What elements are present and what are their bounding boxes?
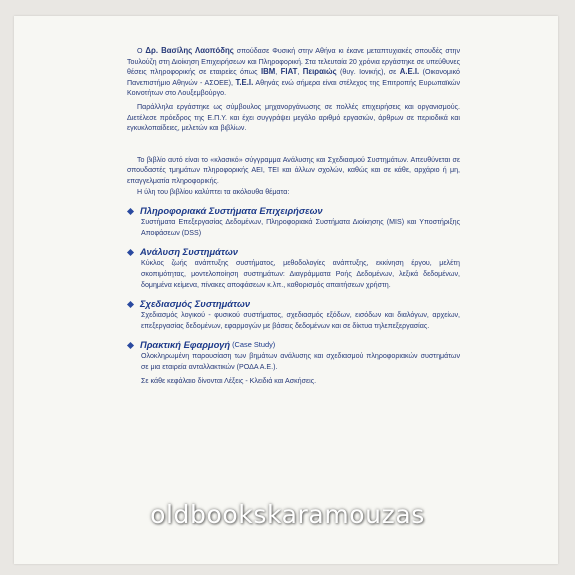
- bio-text: (θυγ. Ιονικής), σε: [336, 68, 400, 77]
- diamond-bullet-icon: [127, 249, 134, 256]
- topic-heading: [127, 298, 460, 310]
- author-name: Δρ. Βασίλης Λαοπόδης: [145, 46, 234, 55]
- diamond-bullet-icon: [127, 301, 134, 308]
- bio-text: σπούδασε Φυσική στην Αθήνα κι έκανε μεταπτυχιακές σπουδές στην Τουλούζη στη Διοίκηση Επιχειρήσεων και Πληροφορική. Στα τελευταία 20 χρόνια εργάστηκε σε υπεύθυνες θέσεις πληροφορικής σε εταιρείες όπως: [127, 47, 460, 77]
- topic-title: Σχεδιασμός Συστημάτων: [140, 298, 251, 310]
- topic-title: Ανάλυση Συστημάτων: [140, 246, 238, 258]
- topic-title: Πληροφοριακά Συστήματα Επιχειρήσεων: [140, 205, 323, 217]
- back-cover-text: [127, 46, 460, 387]
- topic-title: Πρακτική Εφαρμογή: [140, 339, 231, 351]
- topic-description: Ολοκληρωμένη παρουσίαση των βημάτων ανάλυσης και σχεδιασμού πληροφοριακών συστημάτων σε μια εταιρεία ανταλλακτικών (ΡΟΔΑ Α.Ε.).: [141, 352, 460, 371]
- author-bio-continued: Παράλληλα εργάστηκε ως σύμβουλος μηχανοργάνωσης σε πολλές επιχειρήσεις και οργανισμούς. Διετέλεσε πρόεδρος της Ε.Π.Υ. και έχει συγγράψει μεγάλο αριθμό εργασιών, άρθρων σε περιοδικά και εγκυκλοπαίδειες, μελετών και βιβλίων.: [127, 102, 460, 133]
- topic-section: [127, 205, 460, 238]
- topic-section: [127, 339, 460, 372]
- topic-note: (Case Study): [232, 340, 276, 350]
- book-intro: Το βιβλίο αυτό είναι το «κλασικό» σύγγραμμα Ανάλυσης και Σχεδιασμού Συστημάτων. Απευθύνεται σε σπουδαστές τμημάτων πληροφορικής ΑΕΙ, ΤΕΙ και άλλων σχολών, καθώς και σε κάθε, αρχάριο ή μη, επαγγελματία πληροφορικής.: [127, 155, 460, 185]
- bio-text: ,: [297, 68, 303, 77]
- topics-intro: Η ύλη του βιβλίου καλύπτει τα ακόλουθα θέματα:: [137, 187, 290, 196]
- topic-heading: [127, 339, 460, 351]
- topic-section: [127, 298, 460, 331]
- bio-text: (Οικονομικό Πανεπιστήμιο Αθηνών - ΑΣΟΕΕ),: [127, 68, 460, 87]
- bio-text: Αθηνάς ενώ σήμερα είναι στέλεχος της Επιτροπής Ευρωπαϊκών Κοινοτήτων στο Λουξεμβούργο.: [127, 78, 460, 98]
- topic-description: Κύκλος ζωής ανάπτυξης συστήματος, μεθοδολογίες ανάπτυξης, εκκίνηση έργου, μελέτη σκοπιμότητας, μοντελοποίηση συστημάτων: Διαγράμματα Ροής Δεδομένων, λεξικά δεδομένων, δομημένα κείμενα, πίνακες αποφάσεων κ.λπ., καθορισμός απαιτήσεων χρήστη.: [141, 259, 460, 289]
- diamond-bullet-icon: [127, 208, 134, 215]
- topic-heading: [127, 205, 460, 217]
- topic-heading: [127, 246, 460, 258]
- topic-description: Συστήματα Επεξεργασίας Δεδομένων, Πληροφοριακά Συστήματα Διοίκησης (MIS) και Υποστήριξης Αποφάσεων (DSS): [141, 218, 460, 237]
- topic-section: [127, 246, 460, 290]
- company-fiat: FIAT: [280, 67, 298, 77]
- topic-description: Σχεδιασμός λογικού - φυσικού συστήματος, σχεδιασμός εξόδων, εισόδων και διαλόγων, αρχείων, επεξεργασίας δεδομένων, εφαρμογών με βάσεις δεδομένων και σε δίκτυα τηλεπεξεργασίας.: [141, 311, 460, 330]
- company-ibm: IBM: [260, 67, 276, 77]
- institution-aei: Α.Ε.Ι.: [399, 67, 420, 77]
- watermark-text: oldbookskaramouzas: [150, 500, 425, 529]
- closing-note: Σε κάθε κεφάλαιο δίνονται Λέξεις - Κλειδιά και Ασκήσεις.: [141, 377, 317, 386]
- author-bio: [127, 46, 460, 99]
- institution-tei: Τ.Ε.Ι.: [235, 77, 254, 87]
- bio-text: ,: [275, 68, 281, 77]
- bio-text: Ο: [137, 47, 146, 55]
- company-piraeus: Πειραιώς: [302, 67, 337, 77]
- diamond-bullet-icon: [127, 342, 134, 349]
